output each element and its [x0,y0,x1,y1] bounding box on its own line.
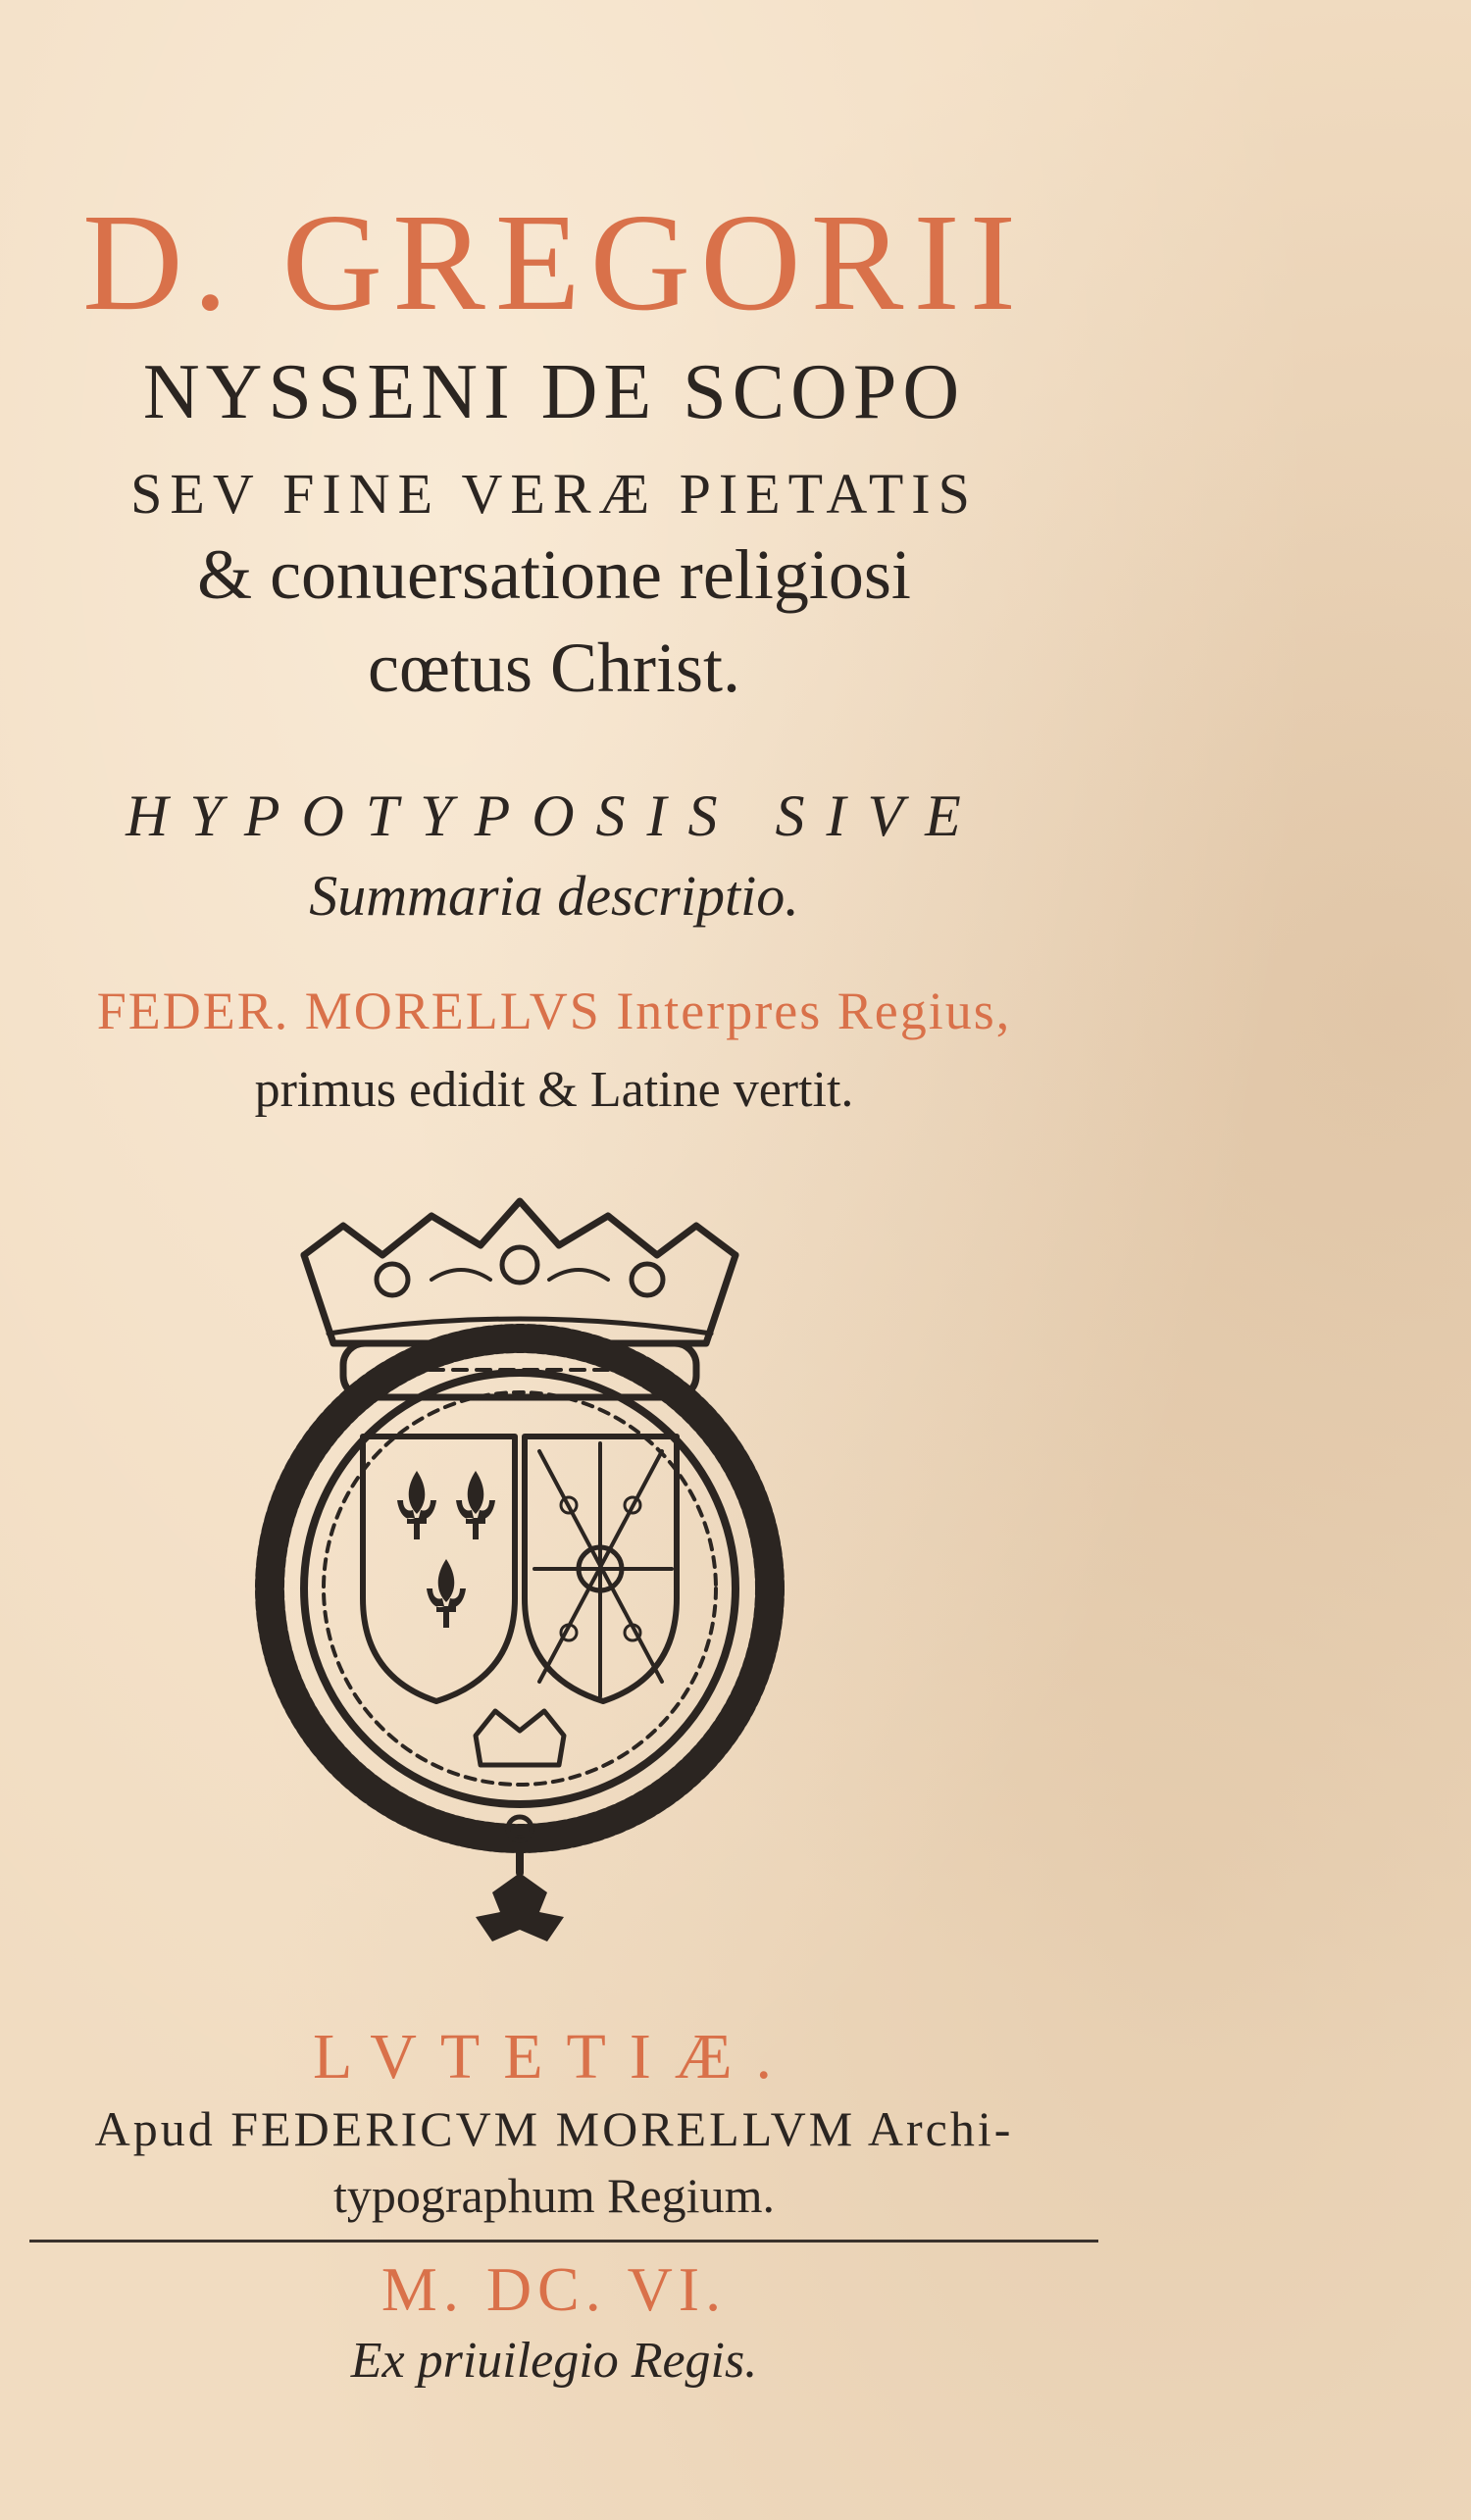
imprint-line-3: typographum Regium. [333,2168,775,2223]
imprint-place: LVTETIÆ. [312,2021,796,2092]
title-line-3: SEV FINE VERÆ PIETATIS [130,462,978,526]
title-line-4: & conuersatione religiosi [197,535,911,614]
royal-arms-emblem-icon [235,1186,804,1951]
subtitle-line-1: HYPOTYPOSIS SIVE [126,783,983,848]
subtitle-line-2: Summaria descriptio. [309,864,799,928]
credit-line-1: FEDER. MORELLVS Interpres Regius, [96,982,1012,1040]
privilege-note: Ex priuilegio Regis. [350,2333,758,2389]
publication-date: M. DC. VI. [380,2254,728,2324]
title-line-2: NYSSENI DE SCOPO [142,349,966,435]
title-line-5: cœtus Christ. [367,629,740,707]
horizontal-rule [29,2240,1098,2243]
title-line-1: D. GREGORII [82,184,1026,339]
credit-line-2: primus edidit & Latine vertit. [254,1062,854,1118]
imprint-line-2: Apud FEDERICVM MORELLVM Archi- [94,2101,1014,2156]
